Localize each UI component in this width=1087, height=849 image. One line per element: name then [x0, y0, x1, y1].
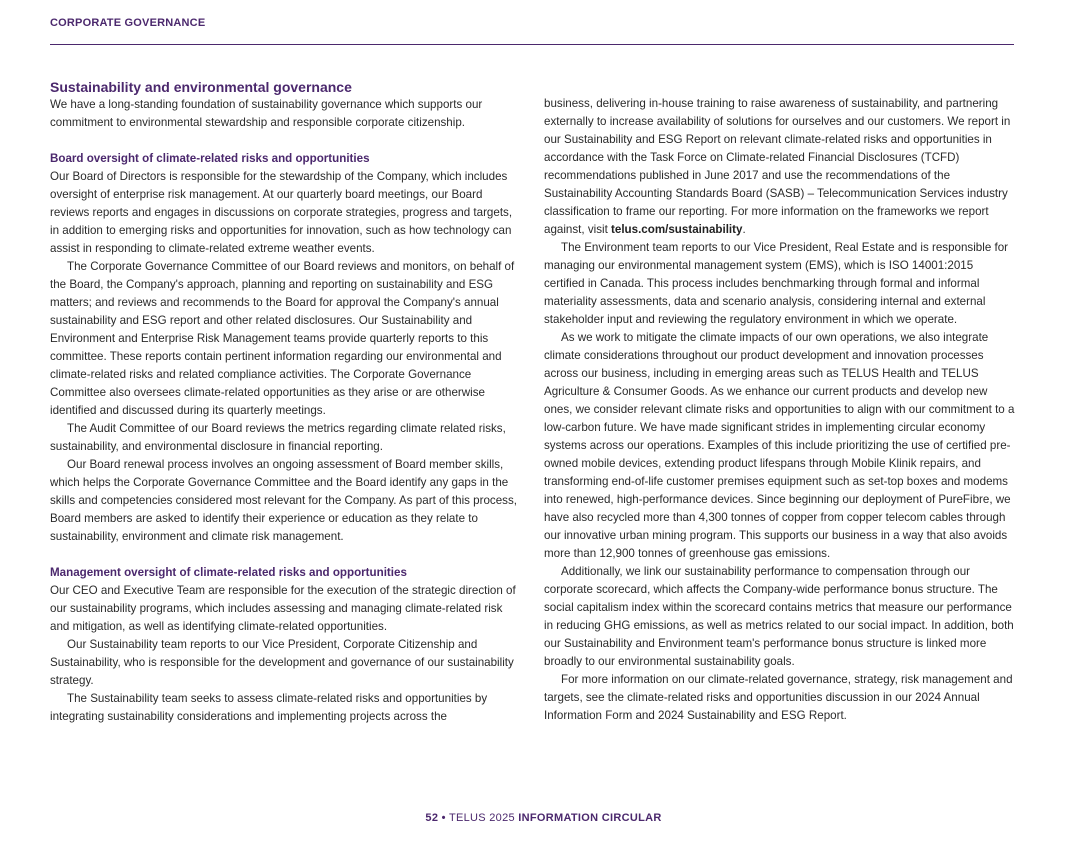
section-title: Sustainability and environmental governance: [50, 79, 352, 95]
management-paragraph-2: Our Sustainability team reports to our Vice President, Corporate Citizenship and Sustainability, who is responsible for the development and governance of our sustainability strategy.: [50, 638, 514, 687]
section-header: CORPORATE GOVERNANCE: [50, 17, 206, 29]
sustainability-link[interactable]: telus.com/sustainability: [611, 223, 743, 236]
right-paragraph-1-text: business, delivering in-house training to raise awareness of sustainability, and partnering externally to increase availability of solutions for ourselves and our customers. We report in our Sustainability and ESG Report on relevant climate-related risks and opportunities in accordance with the Task Force on Climate-related Financial Disclosures (TCFD) recommendations published in June 2017 and use the recommendations of the Sustainability Accounting Standards Board (SASB) – Telecommunication Services industry classification to frame our reporting. For more information on the frameworks we report against, visit: [544, 97, 1011, 236]
page-footer: [0, 812, 1087, 824]
page-number: 52: [425, 812, 439, 824]
header-divider: [50, 44, 1014, 45]
footer-separator: •: [441, 812, 446, 824]
board-paragraph-1: Our Board of Directors is responsible for the stewardship of the Company, which includes oversight of enterprise risk management. At our quarterly board meetings, our Board reviews reports and engages in discussions on corporate strategies, progress and targets, in addition to emerging risks and opportunities for innovation, such as how technology can assist in responding to climate-related extreme weather events.: [50, 170, 513, 255]
board-paragraph-3: The Audit Committee of our Board reviews the metrics regarding climate related risks, sustainability, and environmental disclosure in financial reporting.: [50, 422, 506, 453]
intro-paragraph: We have a long-standing foundation of sustainability governance which supports our commitment to environmental stewardship and responsible corporate citizenship.: [50, 98, 483, 129]
board-oversight-heading: Board oversight of climate-related risks and opportunities: [50, 152, 370, 165]
footer-document-title: INFORMATION CIRCULAR: [518, 812, 662, 824]
right-column: [544, 95, 1016, 725]
right-paragraph-1-end: .: [742, 223, 746, 236]
management-oversight-heading: Management oversight of climate-related risks and opportunities: [50, 566, 407, 579]
right-paragraph-2: The Environment team reports to our Vice President, Real Estate and is responsible for managing our environmental management system (EMS), which is ISO 14001:2015 certified in Canada. This process includes benchmarking through formal and informal materiality assessments, data and scenario analysis, considering internal and external stakeholder input and reviewing the regulatory environment in which we operate.: [544, 241, 1009, 326]
management-paragraph-1: Our CEO and Executive Team are responsible for the execution of the strategic direction of our sustainability programs, which includes assessing and managing climate-related risk and mitigation, as well as identifying climate-related opportunities.: [50, 584, 516, 633]
board-paragraph-2: The Corporate Governance Committee of our Board reviews and monitors, on behalf of the Board, the Company's approach, planning and reporting on sustainability and ESG matters; and reviews and recommends to the Board for approval the Company's annual sustainability and ESG report and other related disclosures. Our Sustainability and Environment and Enterprise Risk Management teams provide quarterly reports to this committee. These reports contain pertinent information regarding our environmental and climate-related risks and related compliance activities. The Corporate Governance Committee also oversees climate-related opportunities as they arise or are otherwise identified and discussed during its quarterly meetings.: [50, 260, 515, 417]
management-paragraph-3: The Sustainability team seeks to assess climate-related risks and opportunities by integrating sustainability considerations and implementing projects across the: [50, 692, 488, 723]
right-paragraph-3: As we work to mitigate the climate impacts of our own operations, we also integrate climate considerations throughout our product development and innovation processes across our business, including in emerging areas such as TELUS Health and TELUS Agriculture & Consumer Goods. As we enhance our current products and develop new ones, we consider relevant climate risks and opportunities to align with our commitment to a low-carbon future. We have made significant strides in implementing circular economy systems across our operations. Examples of this include prioritizing the use of certified pre-owned mobile devices, extending product lifespans through Mobile Klinik repairs, and transforming end-of-life customer premises equipment such as set-top boxes and modems into renewed, high-performance devices. Since beginning our deployment of PureFibre, we have also recycled more than 4,300 tonnes of copper from copper telecom cables through our innovative urban mining program. This supports our business in a way that also avoids more than 12,900 tonnes of greenhouse gas emissions.: [544, 331, 1015, 560]
board-paragraph-4: Our Board renewal process involves an ongoing assessment of Board member skills, which helps the Corporate Governance Committee and the Board identify any gaps in the skills and competencies considered most relevant for the Company. As part of this process, Board members are asked to identify their experience or education as they relate to sustainability, environment and climate risk management.: [50, 458, 517, 543]
right-paragraph-1: [544, 95, 1016, 239]
footer-company-year: TELUS 2025: [448, 812, 515, 824]
right-paragraph-5: For more information on our climate-related governance, strategy, risk management and targets, see the climate-related risks and opportunities discussion in our 2024 Annual Information Form and 2024 Sustainability and ESG Report.: [544, 673, 1013, 722]
right-paragraph-4: Additionally, we link our sustainability performance to compensation through our corporate scorecard, which affects the Company-wide performance bonus structure. The social capitalism index within the scorecard contains metrics that measure our performance in reducing GHG emissions, as well as metrics related to our social impact. In addition, both our Sustainability and Environment team's performance bonus structure is linked more broadly to our environmental sustainability goals.: [544, 565, 1014, 668]
left-column: [50, 78, 522, 726]
